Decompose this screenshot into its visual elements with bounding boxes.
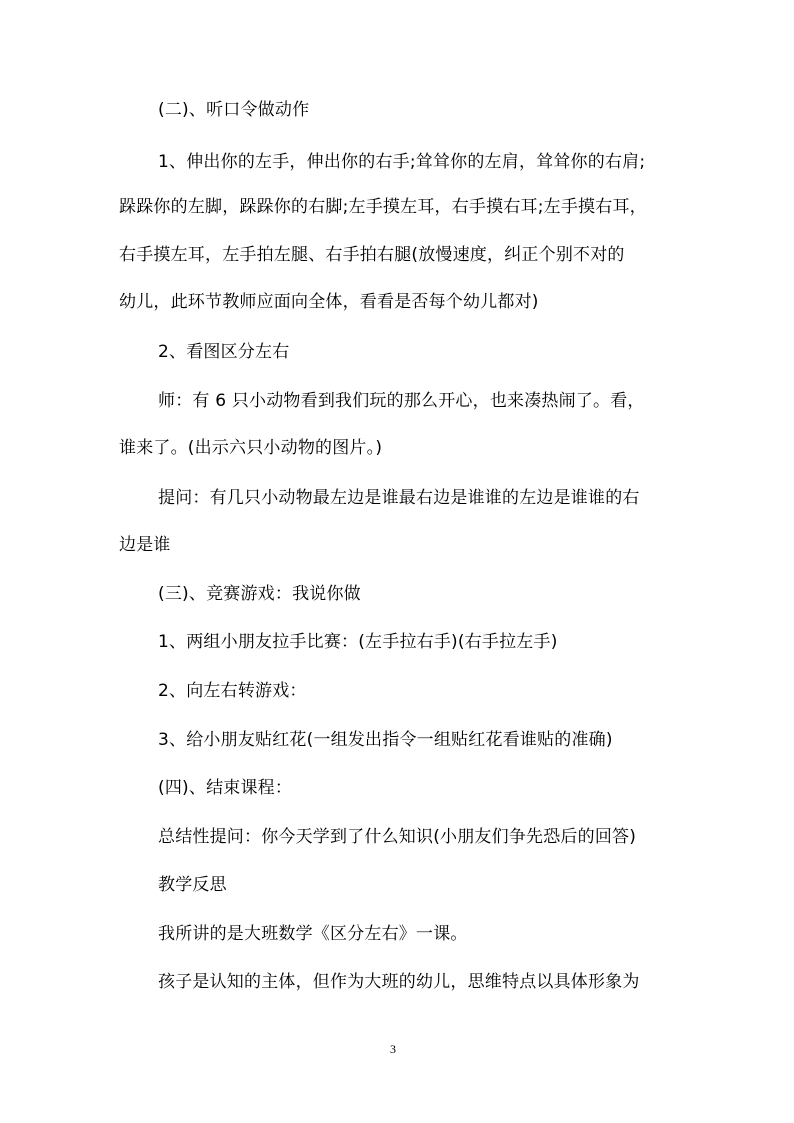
paragraph-line: 我所讲的是大班数学《区分左右》一课。 (158, 924, 468, 944)
list-item: 3、给小朋友贴红花(一组发出指令一组贴红花看谁贴的准确) (158, 730, 613, 750)
heading-listen-command: (二)、听口令做动作 (158, 100, 310, 120)
paragraph-line: 总结性提问：你今天学到了什么知识(小朋友们争先恐后的回答) (158, 827, 637, 847)
subheading-left-right: 2、看图区分左右 (158, 342, 290, 362)
list-item: 1、两组小朋友拉手比赛：(左手拉右手)(右手拉左手) (158, 632, 558, 652)
heading-competition-game: (三)、竞赛游戏：我说你做 (158, 584, 361, 604)
paragraph-line: 提问：有几只小动物最左边是谁最右边是谁谁的左边是谁谁的右 (158, 488, 640, 508)
paragraph-line: 师：有 6 只小动物看到我们玩的那么开心，也来凑热闹了。看， (158, 391, 645, 411)
heading-end-lesson: (四)、结束课程： (158, 778, 293, 798)
paragraph-line: 边是谁 (119, 535, 171, 555)
paragraph-line: 1、伸出你的左手，伸出你的右手;耸耸你的左肩，耸耸你的右肩; (158, 152, 646, 172)
list-item: 2、向左右转游戏： (158, 681, 307, 701)
paragraph-line: 幼儿，此环节教师应面向全体，看看是否每个幼儿都对) (119, 292, 539, 312)
paragraph-line: 跺跺你的左脚，跺跺你的右脚;左手摸左耳，右手摸右耳;左手摸右耳， (119, 197, 647, 217)
heading-teaching-reflection: 教学反思 (158, 875, 227, 895)
paragraph-line: 孩子是认知的主体，但作为大班的幼儿，思维特点以具体形象为 (158, 972, 640, 992)
paragraph-line: 谁来了。(出示六只小动物的图片。) (119, 438, 383, 458)
paragraph-line: 右手摸左耳，左手拍左腿、右手拍右腿(放慢速度，纠正个别不对的 (119, 245, 625, 265)
page-number: 3 (390, 1042, 396, 1056)
